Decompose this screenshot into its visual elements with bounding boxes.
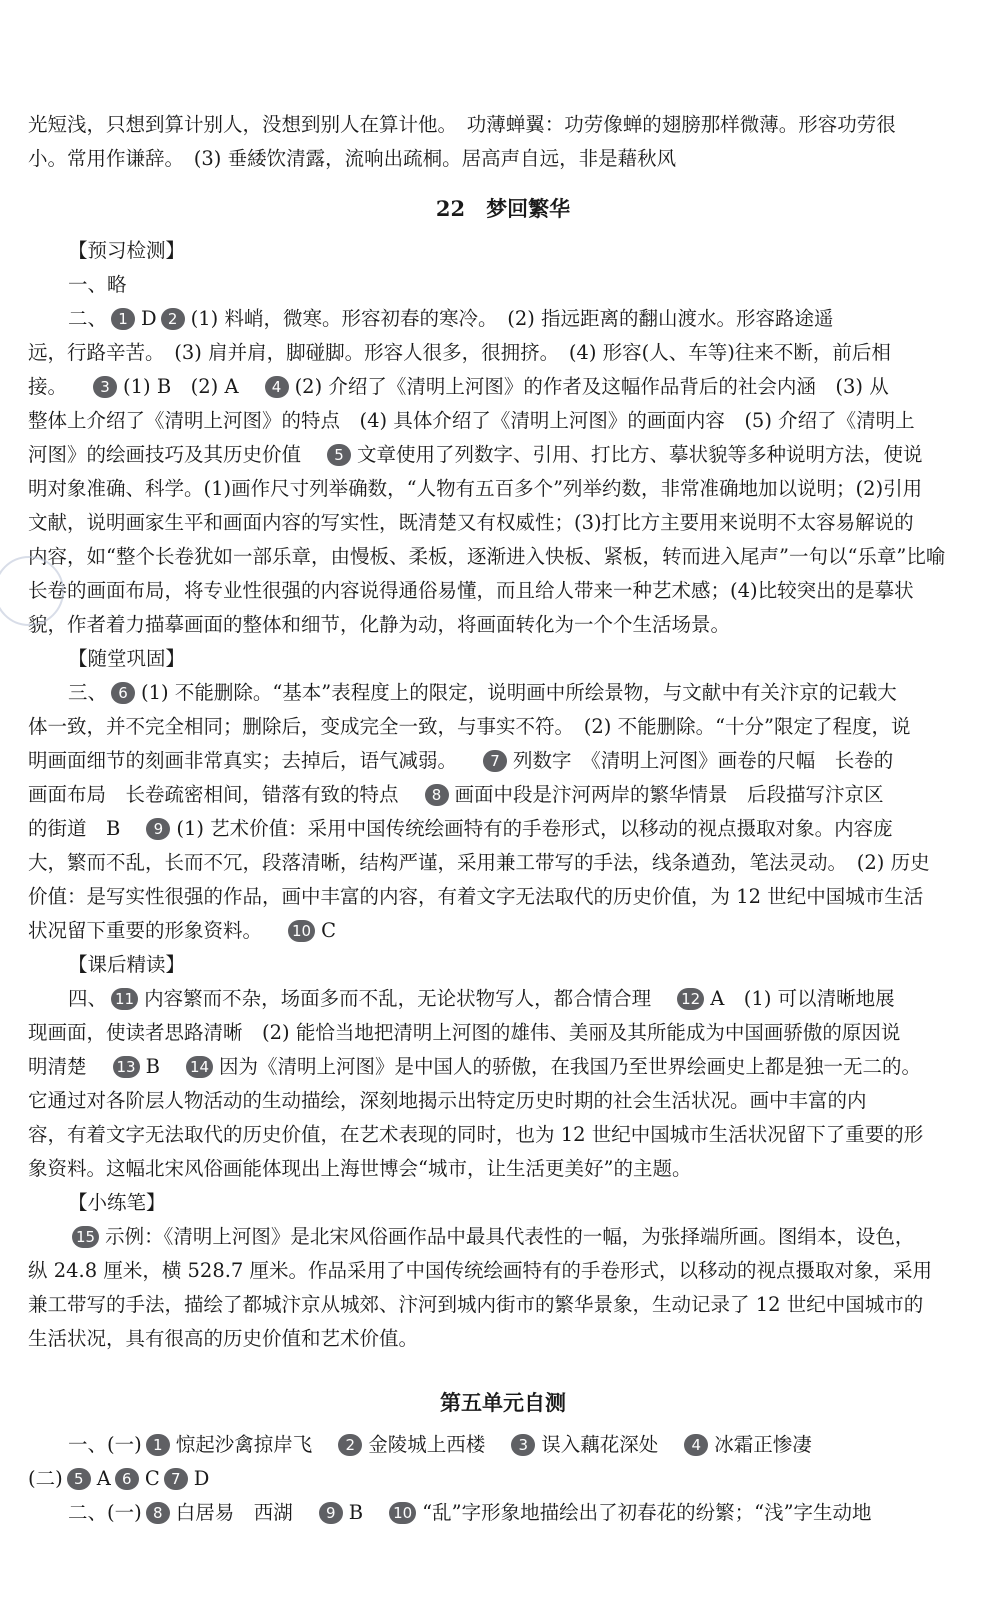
question-number-badge: 9 — [146, 818, 170, 840]
question-number-badge: 5 — [327, 444, 351, 466]
answer-text: 白居易 西湖 — [175, 1501, 293, 1524]
question-number-badge: 9 — [319, 1502, 343, 1524]
answer-text: “乱”字形象地描绘出了初春花的纷繁；“浅”字生动地 — [422, 1501, 872, 1524]
answer-text: 误入藕花深处 — [541, 1433, 659, 1456]
text-line: 象资料。这幅北宋风俗画能体现出上海世博会“城市，让生活更美好”的主题。 — [28, 1157, 692, 1180]
answer-text: 惊起沙禽掠岸飞 — [175, 1433, 313, 1456]
text-line — [28, 1050, 978, 1084]
answer-text: 河图》的绘画技巧及其历史价值 — [28, 443, 302, 466]
answer-text: 金陵城上西楼 — [368, 1433, 486, 1456]
text-line: 体一致，并不完全相同；删除后，变成完全一致，与事实不符。 (2) 不能删除。“十分”限定了程度，说 — [28, 715, 911, 738]
text-line: 貌，作者着力描摹画面的整体和细节，化静为动，将画面转化为一个个生活场景。 — [28, 613, 731, 636]
text-line: 它通过对各阶层人物活动的生动描绘，深刻地揭示出特定历史时期的社会生活状况。画中丰富的内 — [28, 1089, 867, 1112]
question-number-badge: 1 — [111, 308, 135, 330]
text-line — [28, 438, 978, 472]
answer-text: 画面布局 长卷疏密相间，错落有致的特点 — [28, 783, 399, 806]
question-number-badge: 4 — [684, 1434, 708, 1456]
answer-text: 内容繁而不杂，场面多而不乱，无论状物写人，都合情合理 — [144, 987, 652, 1010]
part-label: 一、(一) — [68, 1433, 142, 1456]
unit-test-title: 第五单元自测 — [440, 1390, 566, 1415]
answer-text: 明清楚 — [28, 1055, 87, 1078]
answer-text: 文章使用了列数字、引用、打比方、摹状貌等多种说明方法，使说 — [357, 443, 923, 466]
question-number-badge: 3 — [511, 1434, 535, 1456]
section-heading: 【小练笔】 — [68, 1191, 166, 1214]
question-number-badge: 3 — [93, 376, 117, 398]
question-number-badge: 2 — [338, 1434, 362, 1456]
text-line — [28, 676, 978, 710]
text-line: 内容，如“整个长卷犹如一部乐章，由慢板、柔板，逐渐进入快板、紧板，转而进入尾声”一句以“乐章”比喻 — [28, 545, 946, 568]
answer-text: B — [145, 1055, 160, 1078]
answer-text: C — [321, 919, 337, 942]
lesson-title: 22 梦回繁华 — [435, 196, 571, 221]
question-number-badge: 13 — [113, 1056, 140, 1078]
section-heading: 【预习检测】 — [68, 239, 186, 262]
text-line — [28, 302, 978, 336]
text-line: 一、略 — [68, 273, 127, 296]
text-line: 大，繁而不乱，长而不冗，段落清晰，结构严谨，采用兼工带写的手法，线条遒劲，笔法灵动。 (2) 历史 — [28, 851, 930, 874]
text-line: 价值：是写实性很强的作品，画中丰富的内容，有着文字无法取代的历史价值，为 12 世纪中国城市生活 — [28, 885, 924, 908]
text-line: 远，行路辛苦。 (3) 肩并肩，脚碰脚。形容人很多，很拥挤。 (4) 形容(人、车等)往来不断，前后相 — [28, 341, 891, 364]
text-line — [28, 744, 978, 778]
question-number-badge: 6 — [111, 682, 135, 704]
part-label: 二、(一) — [68, 1501, 142, 1524]
text-line: 整体上介绍了《清明上河图》的特点 (4) 具体介绍了《清明上河图》的画面内容 (5) 介绍了《清明上 — [28, 409, 915, 432]
answer-text: 冰霜正惨凄 — [714, 1433, 812, 1456]
answer-text: (1) B (2) A — [123, 375, 239, 398]
answer-text: 的街道 B — [28, 817, 121, 840]
answer-text: A — [96, 1467, 111, 1490]
answer-page — [28, 108, 978, 1530]
answer-text: D — [141, 307, 157, 330]
answer-text: (1) 艺术价值：采用中国传统绘画特有的手卷形式，以移动的视点摄取对象。内容庞 — [176, 817, 893, 840]
answer-text: 示例：《清明上河图》是北宋风俗画作品中最具代表性的一幅，为张择端所画。图绢本，设色， — [105, 1225, 915, 1248]
text-line: 现画面，使读者思路清晰 (2) 能恰当地把清明上河图的雄伟、美丽及其所能成为中国画骄傲的原因说 — [28, 1021, 901, 1044]
text-line — [28, 812, 978, 846]
question-number-badge: 5 — [67, 1468, 91, 1490]
question-number-badge: 11 — [111, 988, 138, 1010]
text-line: 兼工带写的手法，描绘了都城汴京从城郊、汴河到城内街市的繁华景象，生动记录了 12 世纪中国城市的 — [28, 1293, 924, 1316]
answer-text: 明画面细节的刻画非常真实；去掉后，语气减弱。 — [28, 749, 458, 772]
text-line: 容，有着文字无法取代的历史价值，在艺术表现的同时，也为 12 世纪中国城市生活状况留下了重要的形 — [28, 1123, 924, 1146]
question-number-badge: 15 — [72, 1226, 99, 1248]
answer-text: B — [348, 1501, 364, 1524]
text-line — [28, 1220, 978, 1254]
question-number-badge: 2 — [161, 308, 185, 330]
answer-text: (1) 不能删除。“基本”表程度上的限定，说明画中所绘景物，与文献中有关汴京的记载大 — [141, 681, 897, 704]
section-heading: 【课后精读】 — [68, 953, 186, 976]
part-label: 三、 — [68, 681, 108, 704]
part-label: 二、 — [68, 307, 108, 330]
question-number-badge: 7 — [483, 750, 507, 772]
question-number-badge: 8 — [425, 784, 449, 806]
question-number-badge: 14 — [186, 1056, 213, 1078]
question-number-badge: 1 — [146, 1434, 170, 1456]
section-heading: 【随堂巩固】 — [68, 647, 186, 670]
answer-text: A (1) 可以清晰地展 — [710, 987, 895, 1010]
text-line: 明对象准确、科学。(1)画作尺寸列举确数，“人物有五百多个”列举约数，非常准确地加以说明；(2)引用 — [28, 477, 923, 500]
question-number-badge: 8 — [146, 1502, 170, 1524]
text-line — [28, 1496, 978, 1530]
text-line — [28, 982, 978, 1016]
answer-text: 画面中段是汴河两岸的繁华情景 后段描写汴京区 — [454, 783, 884, 806]
answer-text: 状况留下重要的形象资料。 — [28, 919, 263, 942]
question-number-badge: 4 — [265, 376, 289, 398]
question-number-badge: 7 — [164, 1468, 188, 1490]
answer-text: D — [193, 1467, 210, 1490]
text-line: 文献，说明画家生平和画面内容的写实性，既清楚又有权威性；(3)打比方主要用来说明不太容易解说的 — [28, 511, 914, 534]
text-line — [28, 914, 978, 948]
text-line: 长卷的画面布局，将专业性很强的内容说得通俗易懂，而且给人带来一种艺术感；(4)比较突出的是摹状 — [28, 579, 914, 602]
question-number-badge: 12 — [677, 988, 704, 1010]
text-line: 生活状况，具有很高的历史价值和艺术价值。 — [28, 1327, 419, 1350]
text-line — [28, 1462, 978, 1496]
part-label: (二) — [28, 1467, 63, 1490]
text-line: 光短浅，只想到算计别人，没想到别人在算计他。 功薄蝉翼：功劳像蝉的翅膀那样微薄。形容功劳很 — [28, 113, 896, 136]
text-line — [28, 1428, 978, 1462]
answer-text: 因为《清明上河图》是中国人的骄傲，在我国乃至世界绘画史上都是独一无二的。 — [219, 1055, 922, 1078]
answer-text: (1) 料峭，微寒。形容初春的寒冷。 (2) 指远距离的翻山渡水。形容路途遥 — [190, 307, 834, 330]
text-line — [28, 370, 978, 404]
answer-text: C — [144, 1467, 160, 1490]
question-number-badge: 10 — [288, 920, 315, 942]
answer-text: 列数字 《清明上河图》画卷的尺幅 长卷的 — [513, 749, 894, 772]
text-line — [28, 778, 978, 812]
question-number-badge: 10 — [389, 1502, 416, 1524]
part-label: 四、 — [68, 987, 108, 1010]
question-number-badge: 6 — [115, 1468, 139, 1490]
text-line: 纵 24.8 厘米，横 528.7 厘米。作品采用了中国传统绘画特有的手卷形式，以移动的视点摄取对象，采用 — [28, 1259, 933, 1282]
text-line: 小。常用作谦辞。 (3) 垂緌饮清露，流响出疏桐。居高声自远，非是藉秋风 — [28, 147, 677, 170]
answer-text: (2) 介绍了《清明上河图》的作者及这幅作品背后的社会内涵 (3) 从 — [294, 375, 889, 398]
answer-text: 接。 — [28, 375, 68, 398]
